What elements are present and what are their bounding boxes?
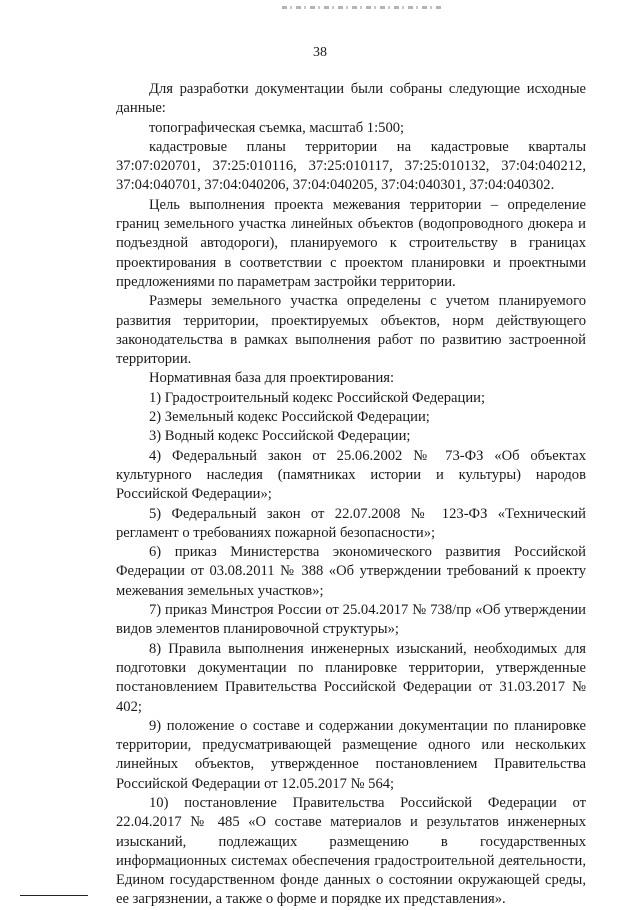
list-item-7: 7) приказ Минстроя России от 25.04.2017 № 738/пр «Об утверждении видов элементов планировочной структуры»; (116, 602, 586, 638)
paragraph-project-goal: Цель выполнения проекта межевания территории – определение границ земельного участка линейных объектов (водопроводного дюкера и подъездной автодороги), планируемого к строительству в границах проектирования в соответствии с проектом планировки и проектными предложениями по параметрам застройки территории. (116, 196, 586, 290)
list-item-10: 10) постановление Правительства Российской Федерации от 22.04.2017 № 485 «О составе материалов и результатов инженерных изысканий, подлежащих размещению в государственных информационных системах обеспечения градостроительной деятельности, Едином государственном фонде данных о состоянии окружающей среды, ее загрязнении, а также о форме и порядке их представления». (116, 794, 586, 908)
list-item-6: 6) приказ Министерства экономического развития Российской Федерации от 03.08.2011 № 388 «Об утверждении требований к проекту межевания земельных участков»; (116, 544, 586, 599)
list-item-8: 8) Правила выполнения инженерных изысканий, необходимых для подготовки документации по планировке территории, утвержденные постановлением Правительства Российской Федерации от 31.03.2017 № 402; (116, 640, 586, 715)
footnote-divider (20, 895, 88, 896)
list-item-1: 1) Градостроительный кодекс Российской Федерации; (149, 389, 486, 406)
paragraph-source-data: Для разработки документации были собраны следующие исходные данные: (116, 81, 586, 117)
list-item-9: 9) положение о составе и содержании документации по планировке территории, предусматривающей размещение одного или нескольких линейных объектов, утвержденное постановлением Правительства Российской Федерации от 12.05.2017 № 564; (116, 717, 586, 792)
list-item-3: 3) Водный кодекс Российской Федерации; (149, 428, 411, 445)
paragraph-cadastral-plans: кадастровые планы территории на кадастровые кварталы 37:07:020701, 37:25:010116, 37:25:010117, 37:25:010132, 37:04:040212, 37:04:040701, 37:04:040206, 37:04:040205, 37:04:040301, 37:04:040302. (116, 138, 586, 194)
list-item-2: 2) Земельный кодекс Российской Федерации; (149, 409, 430, 426)
page-number: 38 (313, 45, 327, 60)
paragraph-topo-survey: топографическая съемка, масштаб 1:500; (149, 119, 405, 136)
list-item-4: 4) Федеральный закон от 25.06.2002 № 73-ФЗ «Об объектах культурного наследия (памятниках истории и культуры) народов Российской Федерации»; (116, 447, 586, 503)
paragraph-normative-base-heading: Нормативная база для проектирования: (149, 370, 395, 387)
paragraph-plot-sizes: Размеры земельного участка определены с учетом планируемого развития территории, проектируемых объектов, норм действующего законодательства в рамках выполнения работ по развитию застроенной территории. (116, 293, 586, 368)
document-body (116, 80, 586, 910)
list-item-5: 5) Федеральный закон от 22.07.2008 № 123-ФЗ «Технический регламент о требованиях пожарной безопасности»; (116, 505, 586, 541)
scan-artifact (282, 6, 442, 9)
